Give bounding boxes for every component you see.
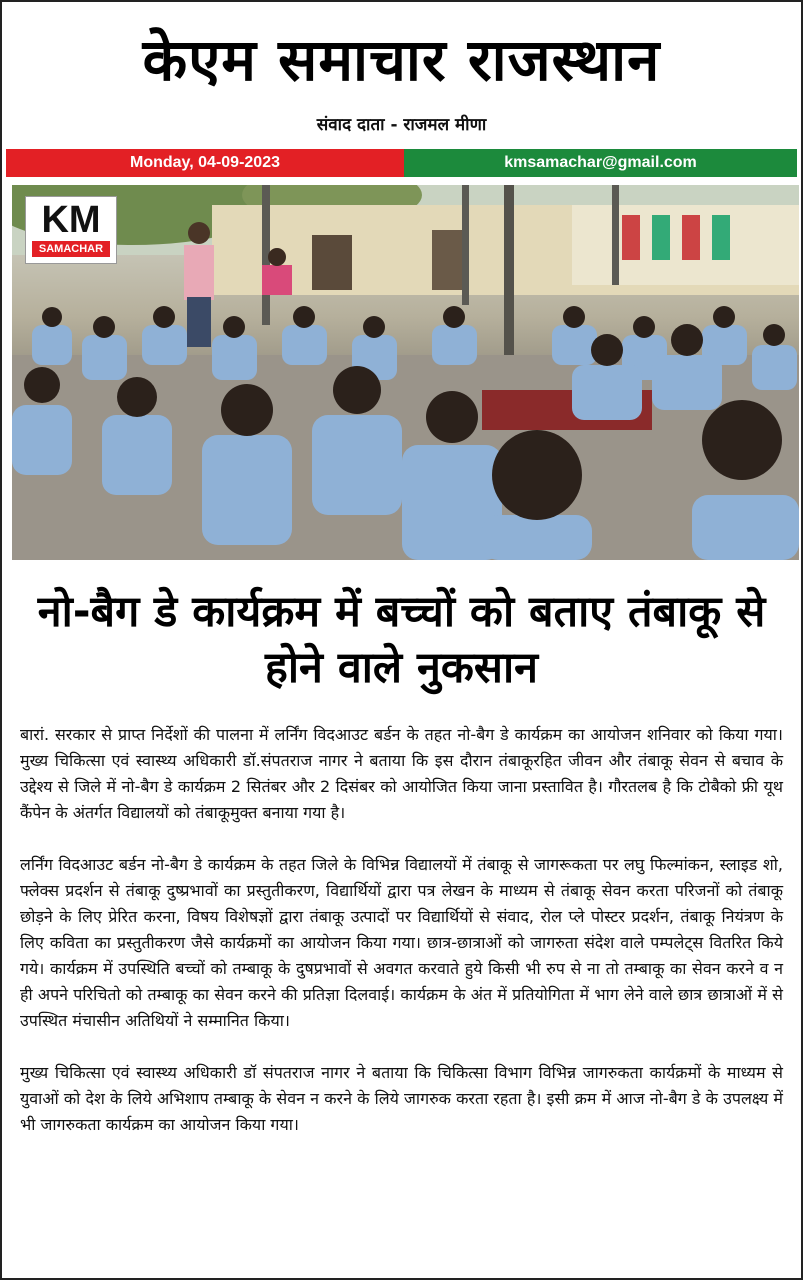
classroom-scene-illustration <box>12 185 799 560</box>
article-paragraph: बारां. सरकार से प्राप्त निर्देशों की पालना में लर्निंग विदआउट बर्डन के तहत नो-बैग डे कार्यक्रम का आयोजन शनिवार को किया गया। मुख्य चिकित्सा एवं स्वास्थ्य अधिकारी डॉ.संपतराज नागर ने बताया कि इस दौरान तंबाकूरहित जीवन और तंबाकू सेवन से बचाव के उद्देश्य से जिले में नो-बैग डे कार्यक्रम 2 सितंबर और 2 दिसंबर को आयोजित किया जाना प्रस्तावित है। गौरतलब है कि टोबैको फ्री यूथ कैंपेन के अंतर्गत विद्यालयों को तंबाकूमुक्त बनाया गया है। <box>20 725 783 822</box>
contact-email[interactable]: kmsamachar@gmail.com <box>404 149 797 177</box>
logo-letters: KM <box>41 199 101 241</box>
publication-date: Monday, 04-09-2023 <box>6 149 404 177</box>
article-headline: नो-बैग डे कार्यक्रम में बच्चों को बताए तंबाकू से होने वाले नुकसान <box>37 587 766 693</box>
news-photo <box>12 185 799 560</box>
logo-subtitle: SAMACHAR <box>32 241 110 257</box>
info-bar <box>6 149 797 177</box>
article-body <box>20 722 783 1138</box>
article-paragraph: मुख्य चिकित्सा एवं स्वास्थ्य अधिकारी डॉ संपतराज नागर ने बताया कि चिकित्सा विभाग विभिन्न जागरुकता कार्यक्रमों के माध्यम से युवाओं को देश के लिये अभिशाप तम्बाकू के सेवन न करने के लिये जागरुक करता रहता है। इसी क्रम में आज नो-बैग डे के उपलक्ष्य में भी जागरुकता कार्यक्रम का आयोजन किया गया। <box>20 1063 783 1134</box>
km-samachar-logo <box>26 197 116 263</box>
masthead-title: केएम समाचार राजस्थान <box>142 26 661 94</box>
article-paragraph: लर्निंग विदआउट बर्डन नो-बैग डे कार्यक्रम के तहत जिले के विभिन्न विद्यालयों में तंबाकू से जागरूकता पर लघु फिल्मांकन, स्लाइड शो, फ्लेक्स प्रदर्शन से तंबाकू दुष्प्रभावों का प्रस्तुतीकरण, विद्यार्थियों द्वारा पत्र लेखन के माध्यम से तंबाकू सेवन करता परिजनों को तंबाकू छोड़ने के लिए प्रेरित करना, विषय विशेषज्ञों द्वारा तंबाकू उत्पादों पर विद्यार्थियों से संवाद, रोल प्ले पोस्टर प्रदर्शन, तंबाकू नियंत्रण के लिए कविता का प्रस्तुतीकरण जैसे कार्यक्रमों का आयोजन किया गया। छात्र-छात्राओं को जागरुता संदेश वाले पम्पलेट्स वितरित किये गये। कार्यक्रम में उपस्थिति बच्चों को तम्बाकू के दुषप्रभावों से अवगत करवाते हुये किसी भी रुप से ना तो तम्बाकू का सेवन करने व न ही अपने परिचितो को तम्बाकू का सेवन करने की प्रतिज्ञा दिलवाई। कार्यक्रम के अंत में प्रतियोगिता में भाग लेने वाले छात्र छात्राओं में से उपस्थित मंचासीन अतिथियों ने सम्मानित किया। <box>20 855 783 1030</box>
reporter-credit: संवाद दाता - राजमल मीणा <box>316 115 487 135</box>
